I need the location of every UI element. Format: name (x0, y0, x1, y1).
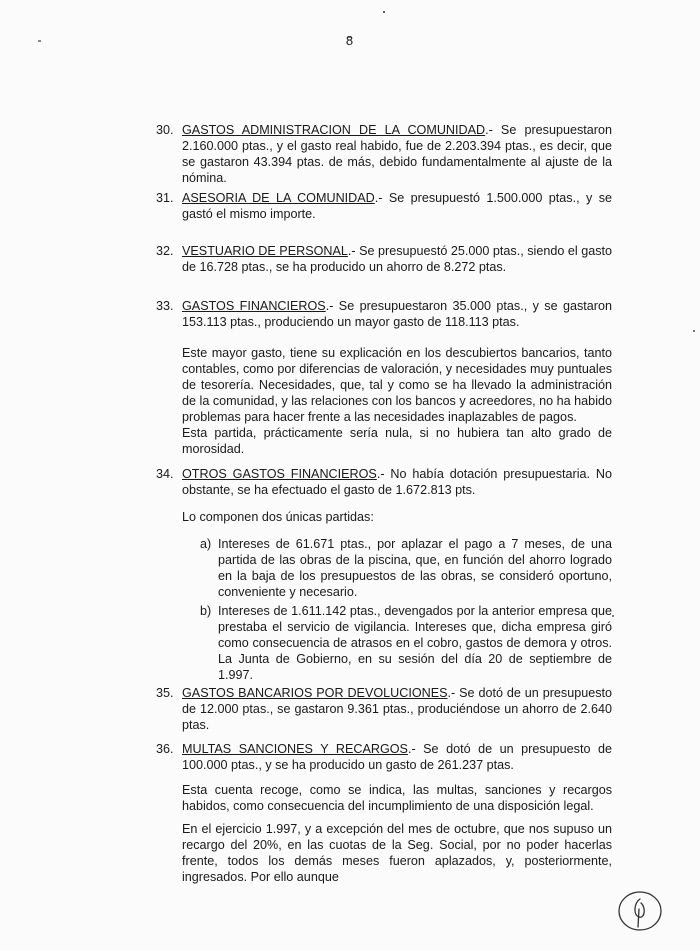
paragraph: Esta partida, prácticamente sería nula, si no hubiera tan alto grado de morosidad. (182, 426, 612, 456)
paragraph: En el ejercicio 1.997, y a excepción del mes de octubre, que nos supuso un recargo del 20%, en las cuotas de la Seg. Social, por no poder hacerlas frente, todos los demás meses fueron aplazados, y, posteriormente, ingresados. Por ello aunque (182, 822, 612, 884)
item-32 (156, 243, 612, 275)
item-heading: GASTOS ADMINISTRACION DE LA COMUNIDAD (182, 123, 486, 137)
item-heading: GASTOS FINANCIEROS (182, 299, 326, 313)
item-text: .- Se presupuestaron 2.160.000 ptas., y el gasto real habido, fue de 2.203.394 ptas., es decir, que se gastaron 43.394 ptas. de más, debido fundamentalmente al ajuste de la nómina. (182, 123, 612, 185)
item-number: 33. (156, 299, 174, 313)
subitem-letter: a) (200, 537, 212, 551)
item-number: 36. (156, 742, 174, 756)
item-heading: GASTOS BANCARIOS POR DEVOLUCIONES (182, 686, 448, 700)
subitem-text: Intereses de 61.671 ptas., por aplazar el pago a 7 meses, de una partida de las obras de la piscina, que, en función del ahorro logrado en la baja de los presupuestos de las obras, se consideró oportuno, conveniente y necesario. (218, 537, 612, 599)
scan-speck (693, 330, 695, 332)
page-number: 8 (345, 33, 355, 48)
paragraph: Este mayor gasto, tiene su explicación en los descubiertos bancarios, tanto contables, como por diferencias de valoración, y necesidades muy puntuales de tesorería. Necesidades, que, tal y como se ha llevado la administración de la comunidad, y las relaciones con los bancos y acreedores, no ha habido problemas para hacer frente a las necesidades inaplazables de pagos. (182, 346, 612, 424)
item-36 (156, 741, 612, 773)
item-text: .- Se presupuestaron 35.000 ptas., y se gastaron 153.113 ptas., produciendo un mayor gasto de 118.113 ptas. (182, 299, 612, 329)
subitem-a (200, 536, 612, 600)
item-heading: MULTAS SANCIONES Y RECARGOS (182, 742, 408, 756)
handwritten-initials-icon (616, 887, 664, 935)
item-30 (156, 122, 612, 186)
scan-speck (383, 11, 385, 13)
item-heading: OTROS GASTOS FINANCIEROS (182, 467, 377, 481)
item-34 (156, 466, 612, 498)
subitem-text: Intereses de 1.611.142 ptas., devengados por la anterior empresa que prestaba el servicio de vigilancia. Intereses que, dicha empresa giró como consecuencia de atrasos en el cobro, gastos de demora y otros. La Junta de Gobierno, en su sesión del día 20 de septiembre de 1.997. (218, 604, 612, 682)
item-text: .- Se presupuestó 25.000 ptas., siendo el gasto de 16.728 ptas., se ha producido un ahorro de 8.272 ptas. (182, 244, 612, 274)
item-35 (156, 685, 613, 733)
paragraph-intro: Lo componen dos únicas partidas: (182, 510, 374, 524)
item-number: 34. (156, 467, 174, 481)
item-number: 35. (156, 686, 174, 700)
item-33 (156, 298, 612, 330)
subitem-b (200, 603, 612, 683)
item-text: .- Se dotó de un presupuesto de 12.000 ptas., se gastaron 9.361 ptas., produciéndose un ahorro de 2.640 ptas. (182, 686, 613, 732)
item-number: 30. (156, 123, 174, 137)
item-text: .- No había dotación presupuestaria. No obstante, se ha efectuado el gasto de 1.672.813 pts. (182, 467, 612, 497)
item-heading: ASESORIA DE LA COMUNIDAD (182, 191, 375, 205)
subitem-letter: b) (200, 604, 212, 618)
item-number: 31. (156, 191, 174, 205)
scan-speck (612, 615, 614, 617)
item-31 (156, 190, 612, 222)
paragraph: Esta cuenta recoge, como se indica, las multas, sanciones y recargos habidos, como consecuencia del incumplimiento de una disposición legal. (182, 783, 612, 813)
item-text: .- Se presupuestó 1.500.000 ptas., y se gastó el mismo importe. (182, 191, 612, 221)
item-number: 32. (156, 244, 174, 258)
item-heading: VESTUARIO DE PERSONAL (182, 244, 348, 258)
item-text: .- Se dotó de un presupuesto de 100.000 ptas., y se ha producido un gasto de 261.237 ptas. (182, 742, 612, 772)
